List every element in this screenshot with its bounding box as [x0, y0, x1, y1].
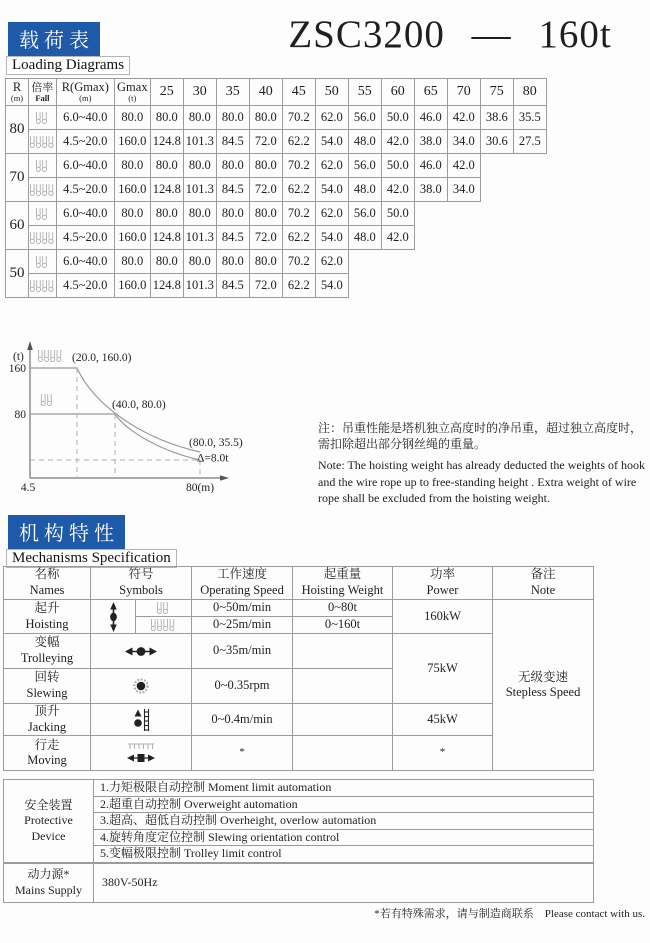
range-cell: 6.0~40.0 [56, 202, 114, 226]
range-cell: 4.5~20.0 [56, 178, 114, 202]
load-row-80-fall2 [6, 106, 547, 130]
load-value: 80.0 [216, 106, 249, 130]
load-value: 62.0 [315, 202, 348, 226]
load-value: 70.2 [282, 154, 315, 178]
load-row-50-fall2 [6, 250, 547, 274]
mech-col-note: 备注 Note [493, 567, 594, 600]
loading-header-row [6, 79, 547, 106]
page-title: ZSC3200 — 160t [288, 13, 612, 56]
gmax-cell: 160.0 [114, 130, 150, 154]
slew-icon [91, 669, 192, 704]
move-icon [91, 736, 192, 771]
load-value: 80.0 [183, 106, 216, 130]
hoist-speed-2fall: 0~50m/min [192, 600, 293, 617]
gmax-cell: 80.0 [114, 250, 150, 274]
x-tick-min: 4.5 [20, 482, 36, 494]
fall-2-icon [35, 160, 49, 173]
load-value: 124.8 [150, 274, 183, 298]
load-value: 101.3 [183, 226, 216, 250]
load-value: 62.0 [315, 106, 348, 130]
load-value: 54.0 [315, 274, 348, 298]
radius-cell: 60 [6, 202, 29, 250]
mains-label: 动力源* Mains Supply [4, 864, 94, 903]
fall-2-icon [35, 208, 49, 221]
hoist-icon [91, 600, 136, 634]
jack-speed: 0~0.4m/min [192, 704, 293, 736]
load-value: 42.0 [447, 106, 480, 130]
hoisting-note [318, 420, 648, 511]
load-value: 54.0 [315, 226, 348, 250]
radius-col-70: 70 [447, 79, 480, 106]
protective-item: 4.旋转角度定位控制 Slewing orientation control [94, 829, 594, 846]
loading-section-title-en: Loading Diagrams [6, 56, 130, 75]
fall-4-icon [29, 184, 56, 197]
fall-4-icon [29, 136, 56, 149]
load-value: 48.0 [348, 178, 381, 202]
y-axis-unit: (t) [13, 351, 24, 363]
protective-item: 2.超重自动控制 Overweight automation [94, 796, 594, 813]
col-header-radius: R (m) [6, 79, 29, 106]
radius-cell: 50 [6, 250, 29, 298]
load-value: 80.0 [249, 154, 282, 178]
load-value: 80.0 [216, 202, 249, 226]
protective-item: 1.力矩极限自动控制 Moment limit automation [94, 780, 594, 797]
mains-row [4, 864, 594, 903]
radius-col-35: 35 [216, 79, 249, 106]
range-cell: 4.5~20.0 [56, 130, 114, 154]
load-value: 42.0 [381, 178, 414, 202]
load-value: 35.5 [513, 106, 546, 130]
load-value: 27.5 [513, 130, 546, 154]
footer-note: *若有特殊需求，请与制造商联系 Please contact with us. [374, 908, 645, 920]
load-value: 101.3 [183, 130, 216, 154]
note-zh: 注：吊重性能是塔机独立高度时的净吊重，超过独立高度时，需扣除超出部分钢丝绳的重量。 [318, 421, 643, 452]
load-row-70-fall4 [6, 178, 547, 202]
move-speed: * [192, 736, 293, 771]
mechanisms-section-header [6, 515, 177, 568]
load-value: 80.0 [183, 202, 216, 226]
load-value: 101.3 [183, 178, 216, 202]
load-value: 80.0 [183, 154, 216, 178]
load-value: 56.0 [348, 202, 381, 226]
jack-power: 45kW [393, 704, 493, 736]
mains-supply-table [3, 863, 594, 903]
trolley-slew-power: 75kW [393, 634, 493, 704]
annotation-20-160: (20.0, 160.0) [72, 352, 132, 364]
load-value: 62.0 [315, 154, 348, 178]
load-value: 72.0 [249, 226, 282, 250]
hoist-power: 160kW [393, 600, 493, 634]
loading-section-title-zh: 载荷表 [8, 22, 100, 56]
load-value: 84.5 [216, 274, 249, 298]
load-value: 48.0 [348, 226, 381, 250]
load-value: 54.0 [315, 178, 348, 202]
slew-speed: 0~0.35rpm [192, 669, 293, 704]
load-value: 50.0 [381, 202, 414, 226]
load-value: 72.0 [249, 130, 282, 154]
load-value: 80.0 [150, 106, 183, 130]
mech-col-names: 名称 Names [4, 567, 91, 600]
annotation-80-35: (80.0, 35.5) [189, 437, 243, 449]
fall-4-cell [136, 617, 192, 634]
protective-device-table [3, 779, 594, 863]
col-header-fall: 倍率 Fall [29, 79, 57, 106]
load-value: 80.0 [150, 202, 183, 226]
fall-4-icon [29, 232, 56, 245]
load-row-70-fall2 [6, 154, 547, 178]
y-tick-160: 160 [8, 363, 26, 375]
protective-item: 5.变幅极限控制 Trolley limit control [94, 846, 594, 863]
radius-col-25: 25 [150, 79, 183, 106]
load-value: 80.0 [249, 250, 282, 274]
x-axis-arrow-icon [220, 475, 229, 481]
hoist-weight-2fall: 0~80t [293, 600, 393, 617]
fall-cell [29, 226, 57, 250]
fall-2-icon [35, 112, 49, 125]
load-value: 72.0 [249, 178, 282, 202]
mechanisms-section-title-en: Mechanisms Specification [6, 549, 177, 568]
jack-weight-empty [293, 704, 393, 736]
trolley-icon [91, 634, 192, 669]
load-value: 62.2 [282, 178, 315, 202]
trolley-weight-empty [293, 634, 393, 669]
gmax-cell: 160.0 [114, 178, 150, 202]
fall-2-icon [40, 394, 54, 407]
y-tick-80: 80 [14, 409, 26, 421]
gmax-cell: 160.0 [114, 226, 150, 250]
radius-col-45: 45 [282, 79, 315, 106]
load-value: 84.5 [216, 130, 249, 154]
fall-cell [29, 130, 57, 154]
chart-fall-4-marker [37, 350, 64, 363]
mech-name-slewing: 回转 Slewing [4, 669, 91, 704]
load-value: 80.0 [216, 154, 249, 178]
gmax-cell: 80.0 [114, 106, 150, 130]
load-value: 80.0 [249, 202, 282, 226]
fall-cell [29, 202, 57, 226]
fall-2-icon [35, 256, 49, 269]
load-value: 80.0 [183, 250, 216, 274]
mech-name-trolleying: 变幅 Trolleying [4, 634, 91, 669]
gmax-cell: 80.0 [114, 202, 150, 226]
fall-4-icon [150, 619, 177, 632]
load-value: 70.2 [282, 106, 315, 130]
load-row-60-fall4 [6, 226, 547, 250]
load-row-60-fall2 [6, 202, 547, 226]
x-tick-max: 80(m) [185, 482, 215, 494]
load-value: 70.2 [282, 202, 315, 226]
move-power: * [393, 736, 493, 771]
radius-col-30: 30 [183, 79, 216, 106]
load-value: 46.0 [414, 154, 447, 178]
hoist-speed-4fall: 0~25m/min [192, 617, 293, 634]
chart-fall-2-marker [40, 394, 54, 407]
load-value: 124.8 [150, 226, 183, 250]
load-value: 80.0 [216, 250, 249, 274]
load-value: 62.2 [282, 274, 315, 298]
load-value: 80.0 [150, 250, 183, 274]
load-value: 42.0 [381, 130, 414, 154]
load-value: 56.0 [348, 106, 381, 130]
jack-icon [91, 704, 192, 736]
mech-note-cell: 无级变速 Stepless Speed [493, 600, 594, 771]
radius-col-65: 65 [414, 79, 447, 106]
mech-col-weight: 起重量 Hoisting Weight [293, 567, 393, 600]
protective-label: 安全装置 Protective Device [4, 780, 94, 863]
mech-header-row [4, 567, 594, 600]
mech-col-speed: 工作速度 Operating Speed [192, 567, 293, 600]
load-value: 38.6 [480, 106, 513, 130]
loading-table [5, 78, 547, 298]
load-value: 42.0 [381, 226, 414, 250]
fall-2-cell [136, 600, 192, 617]
load-value: 62.2 [282, 226, 315, 250]
load-row-50-fall4 [6, 274, 547, 298]
load-value: 72.0 [249, 274, 282, 298]
mech-row-hoisting-2fall [4, 600, 594, 617]
trolley-speed: 0~35m/min [192, 634, 293, 669]
load-value: 62.2 [282, 130, 315, 154]
load-value: 50.0 [381, 154, 414, 178]
radius-col-80: 80 [513, 79, 546, 106]
load-value: 101.3 [183, 274, 216, 298]
range-cell: 6.0~40.0 [56, 250, 114, 274]
radius-col-75: 75 [480, 79, 513, 106]
mains-value: 380V-50Hz [94, 864, 594, 903]
load-value: 80.0 [150, 154, 183, 178]
load-value: 124.8 [150, 178, 183, 202]
load-value: 56.0 [348, 154, 381, 178]
load-value: 46.0 [414, 106, 447, 130]
mech-name-jacking: 顶升 Jacking [4, 704, 91, 736]
mech-name-hoisting: 起升 Hoisting [4, 600, 91, 634]
mech-col-power: 功率 Power [393, 567, 493, 600]
load-row-80-fall4 [6, 130, 547, 154]
fall-cell [29, 106, 57, 130]
radius-cell: 70 [6, 154, 29, 202]
load-value: 48.0 [348, 130, 381, 154]
radius-cell: 80 [6, 106, 29, 154]
loading-section-header [6, 22, 130, 75]
move-weight-empty [293, 736, 393, 771]
range-cell: 6.0~40.0 [56, 106, 114, 130]
y-axis-arrow-icon [27, 341, 33, 350]
hoist-weight-4fall: 0~160t [293, 617, 393, 634]
protective-item: 3.超高、超低自动控制 Overheight, overlow automation [94, 813, 594, 830]
protective-row-1 [4, 780, 594, 797]
col-header-gmax: Gmax (t) [114, 79, 150, 106]
load-value: 80.0 [249, 106, 282, 130]
fall-cell [29, 154, 57, 178]
load-value: 124.8 [150, 130, 183, 154]
mechanisms-table [3, 566, 594, 771]
slew-weight-empty [293, 669, 393, 704]
fall-cell [29, 178, 57, 202]
note-en: Note: The hoisting weight has already deducted the weights of hook and the wire rope up to free-standing height . Extra weight of wire rope shall be excluded from the hoisting weight. [318, 458, 646, 505]
load-value: 84.5 [216, 226, 249, 250]
fall-cell [29, 250, 57, 274]
load-value: 54.0 [315, 130, 348, 154]
load-value: 38.0 [414, 130, 447, 154]
range-cell: 4.5~20.0 [56, 274, 114, 298]
mech-name-moving: 行走 Moving [4, 736, 91, 771]
col-header-rgmax: R(Gmax) (m) [56, 79, 114, 106]
fall-4-icon [37, 350, 64, 363]
load-value: 84.5 [216, 178, 249, 202]
fall-2-icon [156, 602, 170, 615]
radius-col-55: 55 [348, 79, 381, 106]
fall-cell [29, 274, 57, 298]
load-value: 42.0 [447, 154, 480, 178]
load-value: 34.0 [447, 178, 480, 202]
chart-dashed-guides [30, 368, 200, 478]
load-value: 50.0 [381, 106, 414, 130]
annotation-delta: Δ=8.0t [197, 452, 229, 465]
mechanisms-section-title-zh: 机构特性 [8, 515, 125, 549]
load-value: 34.0 [447, 130, 480, 154]
load-value: 30.6 [480, 130, 513, 154]
load-value: 38.0 [414, 178, 447, 202]
mech-col-symbols: 符号 Symbols [91, 567, 192, 600]
radius-col-40: 40 [249, 79, 282, 106]
range-cell: 6.0~40.0 [56, 154, 114, 178]
fall-4-icon [29, 280, 56, 293]
radius-col-50: 50 [315, 79, 348, 106]
gmax-cell: 80.0 [114, 154, 150, 178]
gmax-cell: 160.0 [114, 274, 150, 298]
load-value: 62.0 [315, 250, 348, 274]
load-value: 70.2 [282, 250, 315, 274]
radius-col-60: 60 [381, 79, 414, 106]
range-cell: 4.5~20.0 [56, 226, 114, 250]
annotation-40-80: (40.0, 80.0) [112, 399, 166, 411]
